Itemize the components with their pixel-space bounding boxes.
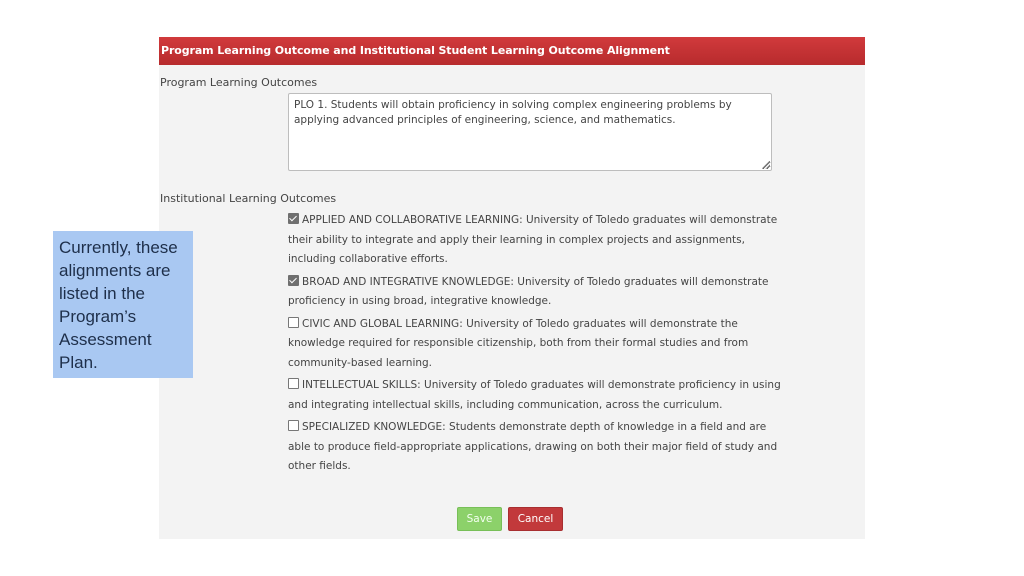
plo-text: PLO 1. Students will obtain proficiency in solving complex engineering problems by applying advanced principles of engineering, science, and mathematics. (294, 99, 732, 126)
ilo-text-civic: CIVIC AND GLOBAL LEARNING: University of Toledo graduates will demonstrate the knowledge required for responsible citizenship, both from their formal studies and from community-based learning. (288, 317, 749, 369)
ilo-item-intellectual (288, 376, 788, 415)
ilo-item-civic (288, 315, 788, 374)
callout-line: Currently, these (59, 238, 178, 257)
ilo-text-intellectual: INTELLECTUAL SKILLS: University of Toledo graduates will demonstrate proficiency in using and integrating intellectual skills, including communication, across the curriculum. (288, 379, 781, 411)
ilo-checkbox-broad[interactable] (288, 275, 299, 286)
ilo-checkbox-applied[interactable] (288, 213, 299, 224)
plo-textarea[interactable] (288, 93, 772, 171)
ilo-item-specialized (288, 418, 788, 477)
ilo-checkbox-civic[interactable] (288, 317, 299, 328)
annotation-callout (53, 231, 193, 378)
save-button[interactable]: Save (457, 507, 502, 531)
panel-title: Program Learning Outcome and Institutional Student Learning Outcome Alignment (159, 37, 865, 65)
ilo-checkbox-specialized[interactable] (288, 420, 299, 431)
ilo-checkbox-list (288, 211, 788, 480)
ilo-checkbox-intellectual[interactable] (288, 378, 299, 389)
alignment-panel (159, 37, 865, 539)
ilo-text-broad: BROAD AND INTEGRATIVE KNOWLEDGE: University of Toledo graduates will demonstrate proficiency in using broad, integrative knowledge. (288, 275, 769, 307)
ilo-text-applied: APPLIED AND COLLABORATIVE LEARNING: University of Toledo graduates will demonstrate their ability to integrate and apply their learning in complex projects and assignments, including collaborative efforts. (288, 214, 778, 265)
resize-grip-icon[interactable] (762, 161, 770, 169)
callout-line: Plan. (59, 353, 98, 372)
callout-line: Assessment (59, 330, 152, 349)
ilo-item-broad (288, 273, 788, 312)
cancel-button[interactable]: Cancel (508, 507, 563, 531)
ilo-item-applied (288, 211, 788, 270)
ilo-label: Institutional Learning Outcomes (160, 192, 337, 205)
ilo-text-specialized: SPECIALIZED KNOWLEDGE: Students demonstrate depth of knowledge in a field and are able to produce field-appropriate applications, drawing on both their major field of study and other fields. (288, 421, 778, 472)
callout-line: Program’s (59, 307, 137, 326)
plo-label: Program Learning Outcomes (160, 76, 318, 89)
callout-line: listed in the (59, 284, 145, 303)
callout-line: alignments are (59, 261, 171, 280)
